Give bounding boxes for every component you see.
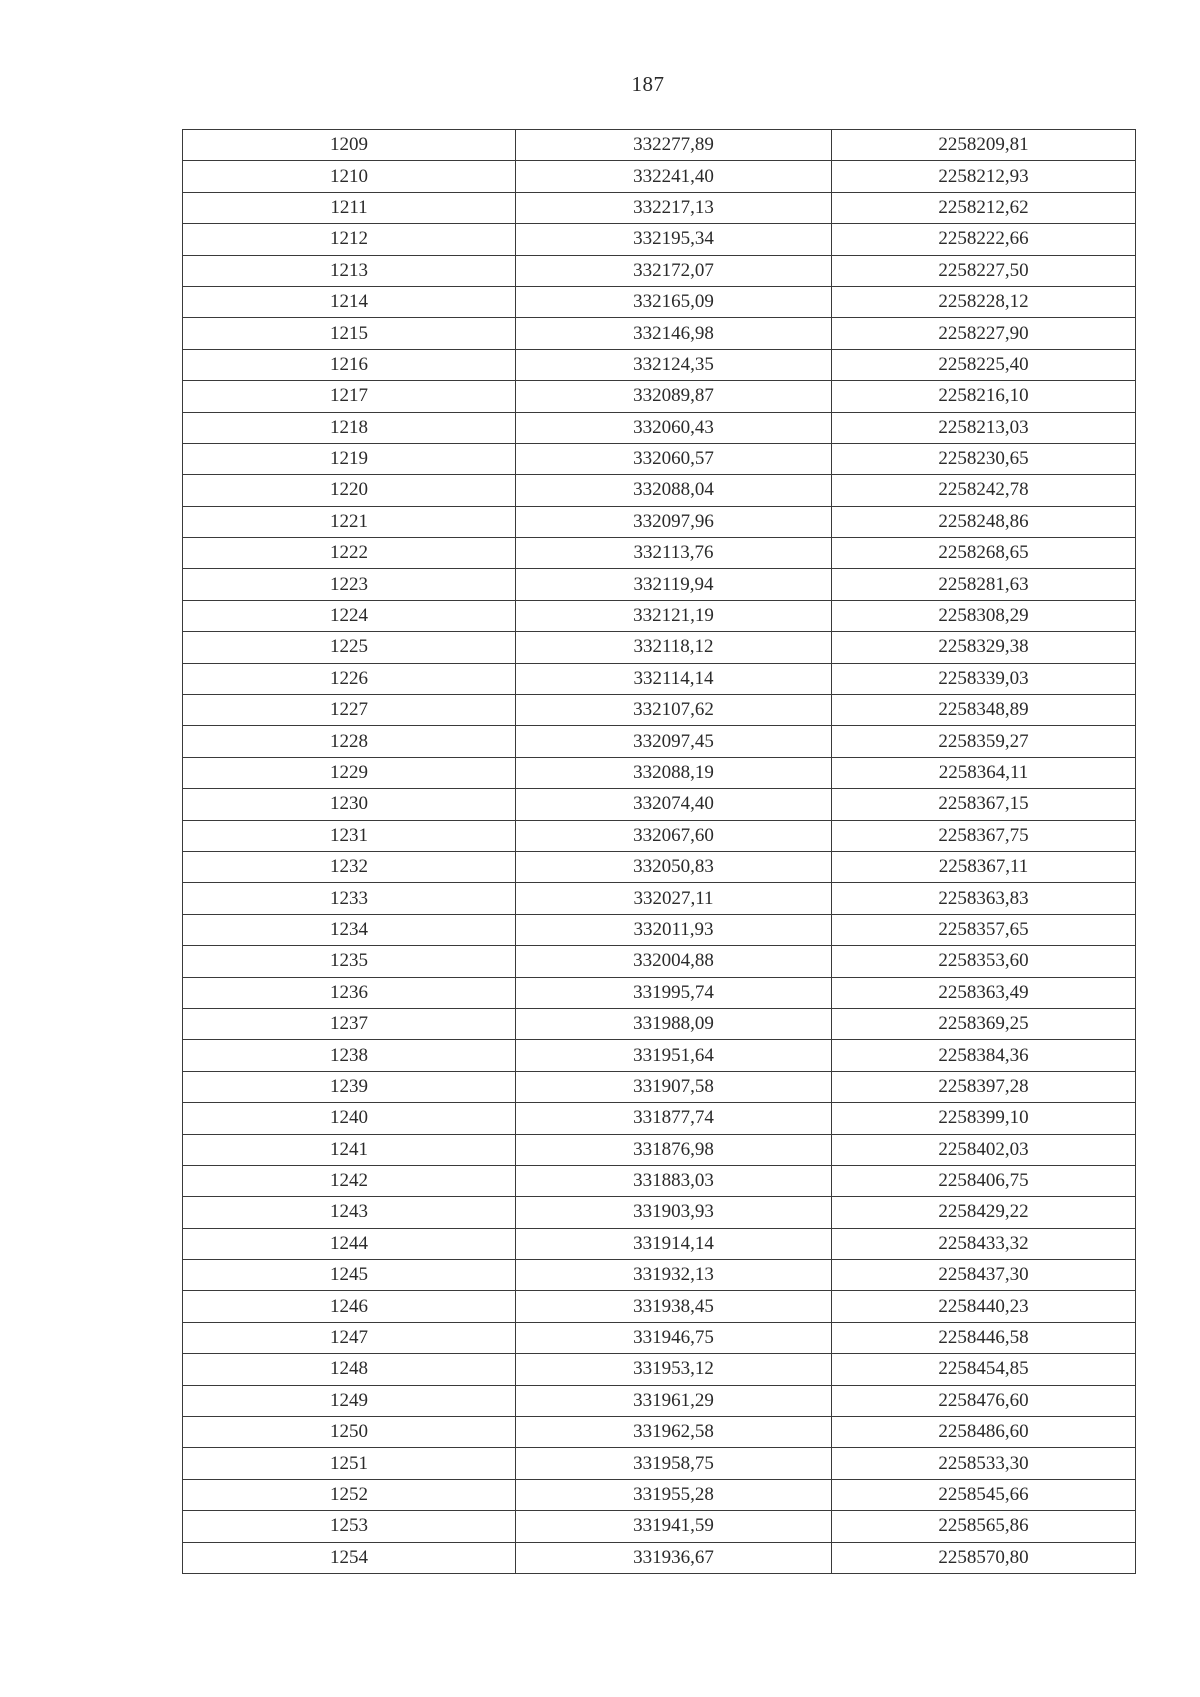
x-coordinate-cell: 332146,98 — [516, 318, 832, 349]
table-row — [183, 1260, 1136, 1291]
y-coordinate-cell: 2258399,10 — [832, 1103, 1136, 1134]
table-row — [183, 789, 1136, 820]
y-coordinate-cell: 2258353,60 — [832, 946, 1136, 977]
table-row — [183, 1291, 1136, 1322]
point-number-cell: 1209 — [183, 130, 516, 161]
table-row — [183, 663, 1136, 694]
table-row — [183, 569, 1136, 600]
x-coordinate-cell: 331903,93 — [516, 1197, 832, 1228]
table-row — [183, 851, 1136, 882]
y-coordinate-cell: 2258363,49 — [832, 977, 1136, 1008]
point-number-cell: 1248 — [183, 1354, 516, 1385]
x-coordinate-cell: 332088,19 — [516, 757, 832, 788]
table-row — [183, 318, 1136, 349]
table-row — [183, 883, 1136, 914]
y-coordinate-cell: 2258437,30 — [832, 1260, 1136, 1291]
table-row — [183, 286, 1136, 317]
x-coordinate-cell: 332050,83 — [516, 851, 832, 882]
table-row — [183, 161, 1136, 192]
table-row — [183, 1197, 1136, 1228]
table-row — [183, 1071, 1136, 1102]
point-number-cell: 1245 — [183, 1260, 516, 1291]
point-number-cell: 1231 — [183, 820, 516, 851]
x-coordinate-cell: 331995,74 — [516, 977, 832, 1008]
table-row — [183, 695, 1136, 726]
y-coordinate-cell: 2258213,03 — [832, 412, 1136, 443]
x-coordinate-cell: 332011,93 — [516, 914, 832, 945]
x-coordinate-cell: 332097,96 — [516, 506, 832, 537]
table-row — [183, 1134, 1136, 1165]
point-number-cell: 1226 — [183, 663, 516, 694]
x-coordinate-cell: 332124,35 — [516, 349, 832, 380]
point-number-cell: 1234 — [183, 914, 516, 945]
x-coordinate-cell: 332060,43 — [516, 412, 832, 443]
x-coordinate-cell: 332097,45 — [516, 726, 832, 757]
y-coordinate-cell: 2258212,62 — [832, 192, 1136, 223]
point-number-cell: 1241 — [183, 1134, 516, 1165]
y-coordinate-cell: 2258533,30 — [832, 1448, 1136, 1479]
y-coordinate-cell: 2258268,65 — [832, 538, 1136, 569]
coordinates-table-body — [183, 130, 1136, 1574]
point-number-cell: 1238 — [183, 1040, 516, 1071]
coordinates-table — [182, 129, 1136, 1574]
x-coordinate-cell: 331941,59 — [516, 1511, 832, 1542]
table-row — [183, 1479, 1136, 1510]
y-coordinate-cell: 2258367,15 — [832, 789, 1136, 820]
table-row — [183, 1448, 1136, 1479]
x-coordinate-cell: 331938,45 — [516, 1291, 832, 1322]
y-coordinate-cell: 2258209,81 — [832, 130, 1136, 161]
point-number-cell: 1220 — [183, 475, 516, 506]
point-number-cell: 1212 — [183, 224, 516, 255]
y-coordinate-cell: 2258369,25 — [832, 1008, 1136, 1039]
table-row — [183, 538, 1136, 569]
x-coordinate-cell: 331877,74 — [516, 1103, 832, 1134]
table-row — [183, 600, 1136, 631]
x-coordinate-cell: 332121,19 — [516, 600, 832, 631]
point-number-cell: 1249 — [183, 1385, 516, 1416]
x-coordinate-cell: 331988,09 — [516, 1008, 832, 1039]
point-number-cell: 1247 — [183, 1322, 516, 1353]
y-coordinate-cell: 2258212,93 — [832, 161, 1136, 192]
table-row — [183, 1040, 1136, 1071]
y-coordinate-cell: 2258357,65 — [832, 914, 1136, 945]
table-row — [183, 192, 1136, 223]
table-row — [183, 1165, 1136, 1196]
table-row — [183, 1417, 1136, 1448]
point-number-cell: 1246 — [183, 1291, 516, 1322]
y-coordinate-cell: 2258476,60 — [832, 1385, 1136, 1416]
table-row — [183, 1385, 1136, 1416]
table-row — [183, 1542, 1136, 1573]
table-row — [183, 726, 1136, 757]
point-number-cell: 1253 — [183, 1511, 516, 1542]
x-coordinate-cell: 331951,64 — [516, 1040, 832, 1071]
y-coordinate-cell: 2258545,66 — [832, 1479, 1136, 1510]
y-coordinate-cell: 2258433,32 — [832, 1228, 1136, 1259]
point-number-cell: 1228 — [183, 726, 516, 757]
table-row — [183, 914, 1136, 945]
y-coordinate-cell: 2258406,75 — [832, 1165, 1136, 1196]
y-coordinate-cell: 2258348,89 — [832, 695, 1136, 726]
table-row — [183, 1008, 1136, 1039]
x-coordinate-cell: 332067,60 — [516, 820, 832, 851]
point-number-cell: 1217 — [183, 381, 516, 412]
table-row — [183, 506, 1136, 537]
y-coordinate-cell: 2258367,11 — [832, 851, 1136, 882]
table-row — [183, 255, 1136, 286]
y-coordinate-cell: 2258225,40 — [832, 349, 1136, 380]
point-number-cell: 1237 — [183, 1008, 516, 1039]
x-coordinate-cell: 331953,12 — [516, 1354, 832, 1385]
y-coordinate-cell: 2258570,80 — [832, 1542, 1136, 1573]
x-coordinate-cell: 331914,14 — [516, 1228, 832, 1259]
table-row — [183, 1354, 1136, 1385]
y-coordinate-cell: 2258446,58 — [832, 1322, 1136, 1353]
point-number-cell: 1236 — [183, 977, 516, 1008]
y-coordinate-cell: 2258429,22 — [832, 1197, 1136, 1228]
point-number-cell: 1210 — [183, 161, 516, 192]
y-coordinate-cell: 2258565,86 — [832, 1511, 1136, 1542]
table-row — [183, 977, 1136, 1008]
y-coordinate-cell: 2258228,12 — [832, 286, 1136, 317]
point-number-cell: 1227 — [183, 695, 516, 726]
point-number-cell: 1235 — [183, 946, 516, 977]
point-number-cell: 1214 — [183, 286, 516, 317]
table-row — [183, 757, 1136, 788]
page-number: 187 — [631, 72, 665, 96]
point-number-cell: 1222 — [183, 538, 516, 569]
y-coordinate-cell: 2258242,78 — [832, 475, 1136, 506]
table-row — [183, 1103, 1136, 1134]
x-coordinate-cell: 332195,34 — [516, 224, 832, 255]
table-row — [183, 1228, 1136, 1259]
x-coordinate-cell: 332107,62 — [516, 695, 832, 726]
x-coordinate-cell: 331907,58 — [516, 1071, 832, 1102]
table-row — [183, 381, 1136, 412]
point-number-cell: 1213 — [183, 255, 516, 286]
y-coordinate-cell: 2258227,90 — [832, 318, 1136, 349]
x-coordinate-cell: 331958,75 — [516, 1448, 832, 1479]
table-row — [183, 820, 1136, 851]
point-number-cell: 1225 — [183, 632, 516, 663]
point-number-cell: 1243 — [183, 1197, 516, 1228]
point-number-cell: 1251 — [183, 1448, 516, 1479]
table-row — [183, 1322, 1136, 1353]
x-coordinate-cell: 332113,76 — [516, 538, 832, 569]
point-number-cell: 1221 — [183, 506, 516, 537]
x-coordinate-cell: 332089,87 — [516, 381, 832, 412]
x-coordinate-cell: 332241,40 — [516, 161, 832, 192]
point-number-cell: 1250 — [183, 1417, 516, 1448]
point-number-cell: 1215 — [183, 318, 516, 349]
x-coordinate-cell: 332004,88 — [516, 946, 832, 977]
y-coordinate-cell: 2258364,11 — [832, 757, 1136, 788]
point-number-cell: 1242 — [183, 1165, 516, 1196]
y-coordinate-cell: 2258329,38 — [832, 632, 1136, 663]
x-coordinate-cell: 332118,12 — [516, 632, 832, 663]
x-coordinate-cell: 332027,11 — [516, 883, 832, 914]
x-coordinate-cell: 331962,58 — [516, 1417, 832, 1448]
x-coordinate-cell: 332172,07 — [516, 255, 832, 286]
table-row — [183, 224, 1136, 255]
x-coordinate-cell: 332165,09 — [516, 286, 832, 317]
table-row — [183, 443, 1136, 474]
point-number-cell: 1230 — [183, 789, 516, 820]
point-number-cell: 1229 — [183, 757, 516, 788]
x-coordinate-cell: 331932,13 — [516, 1260, 832, 1291]
point-number-cell: 1239 — [183, 1071, 516, 1102]
point-number-cell: 1240 — [183, 1103, 516, 1134]
point-number-cell: 1218 — [183, 412, 516, 443]
y-coordinate-cell: 2258363,83 — [832, 883, 1136, 914]
x-coordinate-cell: 331955,28 — [516, 1479, 832, 1510]
y-coordinate-cell: 2258216,10 — [832, 381, 1136, 412]
y-coordinate-cell: 2258397,28 — [832, 1071, 1136, 1102]
y-coordinate-cell: 2258367,75 — [832, 820, 1136, 851]
y-coordinate-cell: 2258281,63 — [832, 569, 1136, 600]
x-coordinate-cell: 331946,75 — [516, 1322, 832, 1353]
y-coordinate-cell: 2258440,23 — [832, 1291, 1136, 1322]
x-coordinate-cell: 332277,89 — [516, 130, 832, 161]
x-coordinate-cell: 332060,57 — [516, 443, 832, 474]
y-coordinate-cell: 2258339,03 — [832, 663, 1136, 694]
x-coordinate-cell: 332074,40 — [516, 789, 832, 820]
y-coordinate-cell: 2258230,65 — [832, 443, 1136, 474]
point-number-cell: 1233 — [183, 883, 516, 914]
table-row — [183, 946, 1136, 977]
point-number-cell: 1223 — [183, 569, 516, 600]
table-row — [183, 1511, 1136, 1542]
table-row — [183, 475, 1136, 506]
y-coordinate-cell: 2258308,29 — [832, 600, 1136, 631]
table-row — [183, 349, 1136, 380]
point-number-cell: 1211 — [183, 192, 516, 223]
table-row — [183, 130, 1136, 161]
y-coordinate-cell: 2258248,86 — [832, 506, 1136, 537]
point-number-cell: 1219 — [183, 443, 516, 474]
y-coordinate-cell: 2258454,85 — [832, 1354, 1136, 1385]
point-number-cell: 1244 — [183, 1228, 516, 1259]
point-number-cell: 1252 — [183, 1479, 516, 1510]
x-coordinate-cell: 332088,04 — [516, 475, 832, 506]
table-row — [183, 632, 1136, 663]
x-coordinate-cell: 331876,98 — [516, 1134, 832, 1165]
y-coordinate-cell: 2258486,60 — [832, 1417, 1136, 1448]
y-coordinate-cell: 2258384,36 — [832, 1040, 1136, 1071]
x-coordinate-cell: 332217,13 — [516, 192, 832, 223]
point-number-cell: 1224 — [183, 600, 516, 631]
x-coordinate-cell: 331883,03 — [516, 1165, 832, 1196]
x-coordinate-cell: 332114,14 — [516, 663, 832, 694]
point-number-cell: 1216 — [183, 349, 516, 380]
y-coordinate-cell: 2258222,66 — [832, 224, 1136, 255]
y-coordinate-cell: 2258402,03 — [832, 1134, 1136, 1165]
x-coordinate-cell: 331961,29 — [516, 1385, 832, 1416]
y-coordinate-cell: 2258359,27 — [832, 726, 1136, 757]
point-number-cell: 1254 — [183, 1542, 516, 1573]
point-number-cell: 1232 — [183, 851, 516, 882]
table-row — [183, 412, 1136, 443]
x-coordinate-cell: 332119,94 — [516, 569, 832, 600]
y-coordinate-cell: 2258227,50 — [832, 255, 1136, 286]
x-coordinate-cell: 331936,67 — [516, 1542, 832, 1573]
